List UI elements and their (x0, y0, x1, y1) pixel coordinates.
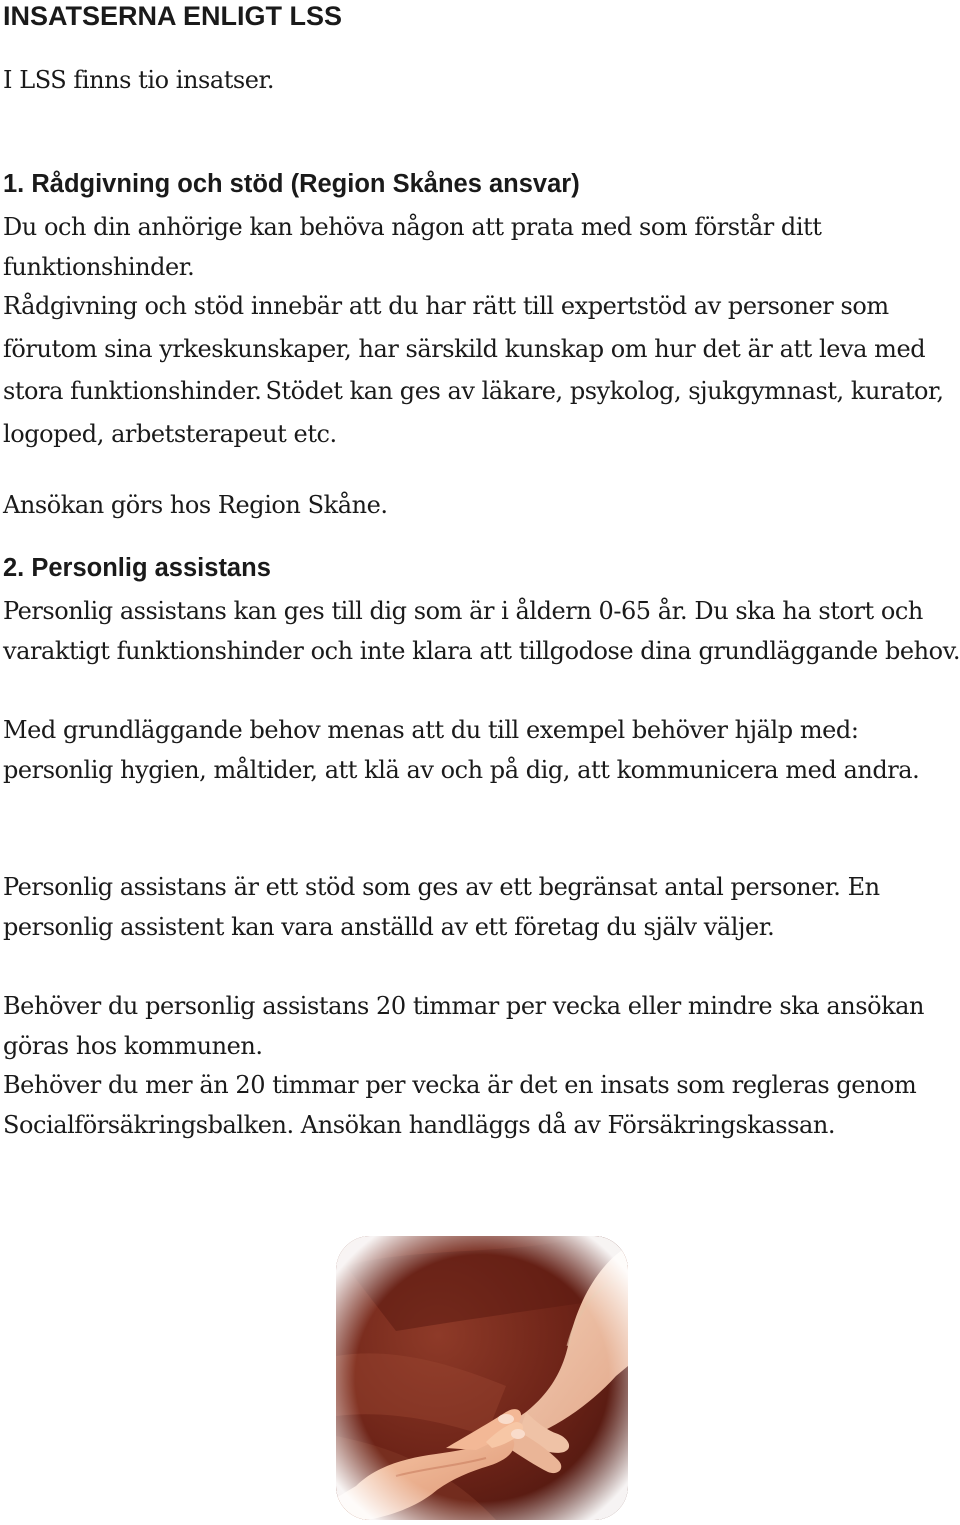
page-title: INSATSERNA ENLIGT LSS (3, 1, 343, 31)
section-2-para-b: Med grundläggande behov menas att du till exempel behöver hjälp med: personlig hygien, måltider, att klä av och på dig, att kommunicera med andra. (3, 716, 920, 784)
section-1-apply-text: Ansökan görs hos Region Skåne. (3, 491, 388, 519)
section-1-heading: 1. Rådgivning och stöd (Region Skånes ansvar) (3, 170, 580, 198)
section-1-para-b-support: Stödet kan ges av läkare, psykolog, sjukgymnast, kurator, logoped, arbetsterapeut etc. (3, 377, 944, 448)
section-2-para-e: Behöver du mer än 20 timmar per vecka är det en insats som regleras genom Socialförsäkringsbalken. Ansökan handläggs då av Försäkringskassan. (3, 1071, 917, 1139)
section-2-heading: 2. Personlig assistans (3, 554, 271, 582)
section-2-para-a: Personlig assistans kan ges till dig som är i åldern 0-65 år. Du ska ha stort och varaktigt funktionshinder och inte klara att tillgodose dina grundläggande behov. (3, 597, 960, 665)
intro-text: I LSS finns tio insatser. (3, 66, 275, 94)
section-1-para-a: Du och din anhörige kan behöva någon att prata med som förstår ditt funktionshinder. (3, 213, 822, 281)
section-1-para-b (3, 287, 960, 457)
holding-hands-illustration (336, 1236, 628, 1520)
section-1-para-b-text: Rådgivning och stöd innebär att du har rätt till expertstöd av personer som förutom sina yrkeskunskaper, har särskild kunskap om hur det är att leva med stora funktionshinder. (3, 292, 926, 406)
holding-hands-photo (336, 1236, 628, 1520)
section-2-para-d: Behöver du personlig assistans 20 timmar per vecka eller mindre ska ansökan göras hos kommunen. (3, 992, 925, 1060)
section-2-para-c: Personlig assistans är ett stöd som ges av ett begränsat antal personer. En personlig assistent kan vara anställd av ett företag du själv väljer. (3, 873, 880, 941)
